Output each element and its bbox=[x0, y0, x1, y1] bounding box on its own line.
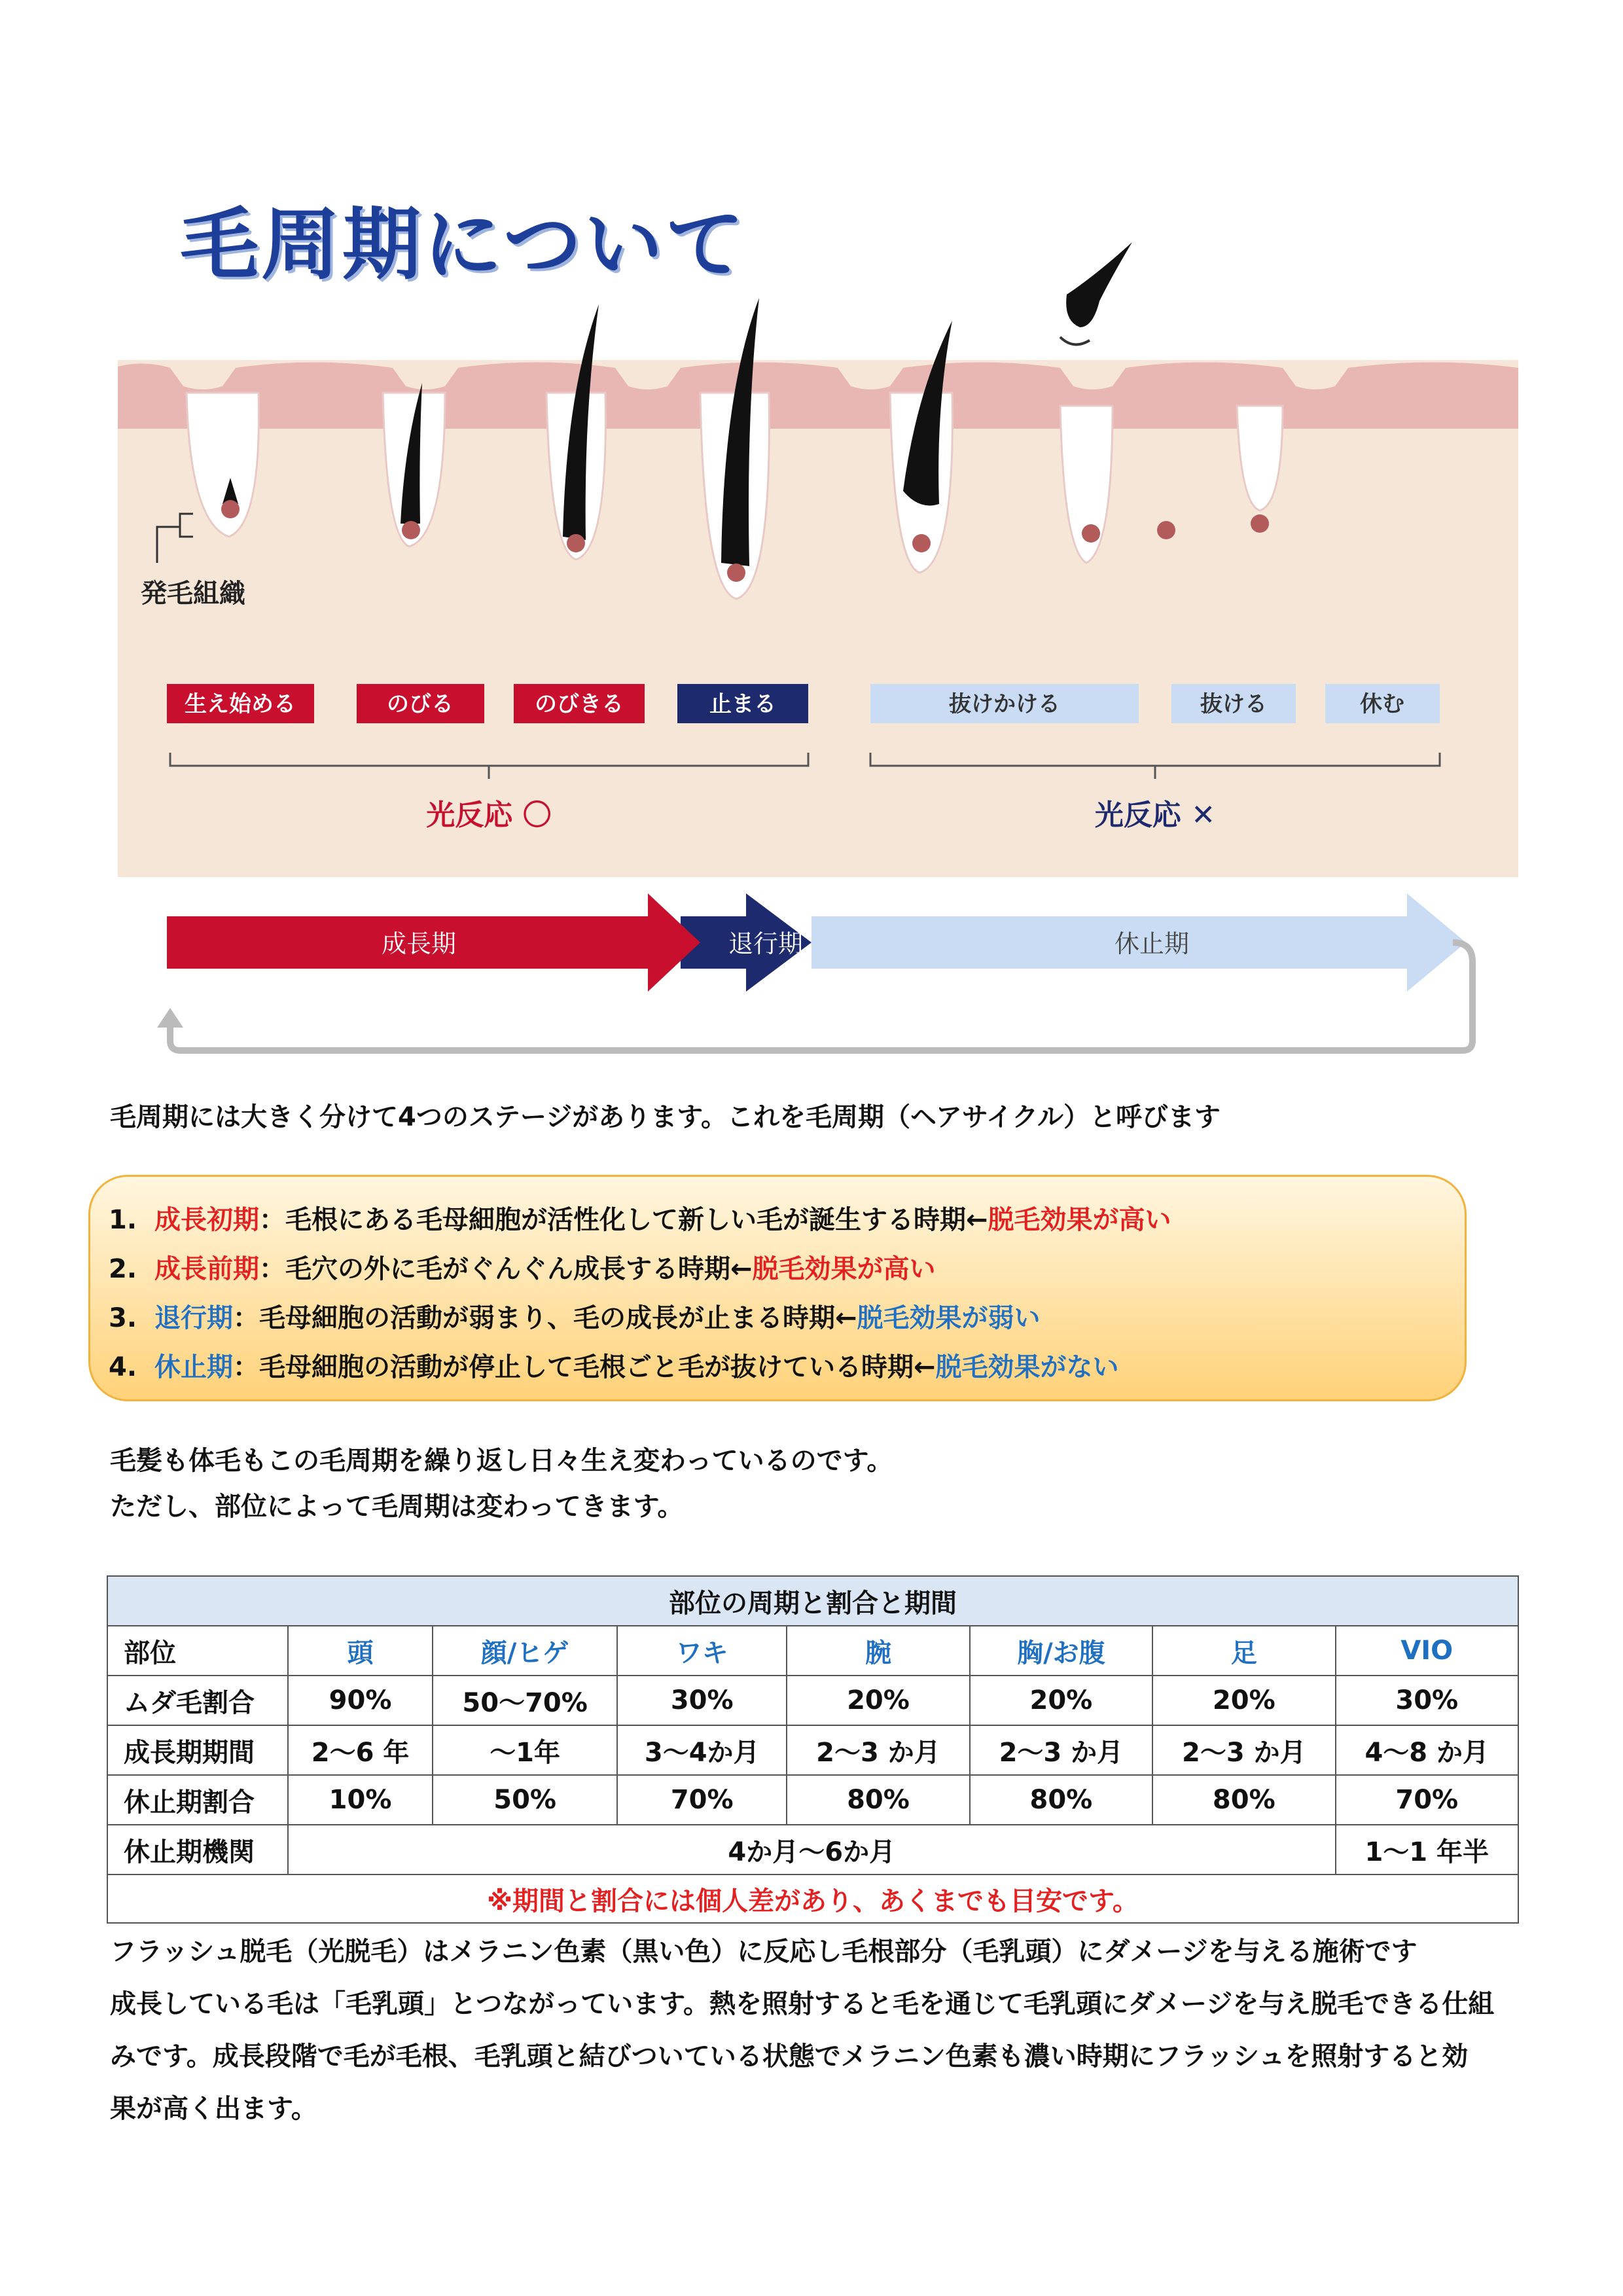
table-row bbox=[107, 1825, 1518, 1874]
papilla-7 bbox=[1157, 521, 1175, 539]
table-cell: 80% bbox=[787, 1775, 969, 1825]
table-cell: 20% bbox=[787, 1676, 969, 1725]
paragraph-body-part: ただし、部位によって毛周期は変わってきます。 bbox=[110, 1492, 684, 1522]
stage-item-2 bbox=[109, 1248, 936, 1285]
table-header-label: 部位 bbox=[107, 1626, 288, 1676]
reaction-no-label: 光反応 ✕ bbox=[1094, 798, 1216, 832]
reaction-yes-label: 光反応 〇 bbox=[426, 798, 552, 832]
page-title: 毛周期について bbox=[180, 200, 747, 291]
row-label: ムダ毛割合 bbox=[107, 1676, 288, 1725]
table-cell: 10% bbox=[288, 1775, 433, 1825]
stage-item-4 bbox=[109, 1346, 1119, 1384]
papilla-8 bbox=[1251, 514, 1269, 533]
stage-desc: ：毛穴の外に毛がぐんぐん成長する時期← bbox=[259, 1254, 753, 1284]
table-cell: 30% bbox=[1336, 1676, 1518, 1725]
table-cell: 2～3 か月 bbox=[1152, 1725, 1335, 1775]
stage-desc: ：毛根にある毛母細胞が活性化して新しい毛が誕生する時期← bbox=[259, 1205, 988, 1235]
table-row bbox=[107, 1775, 1518, 1825]
row-label: 休止期割合 bbox=[107, 1775, 288, 1825]
stage-label-4: 止まる bbox=[709, 691, 776, 717]
table-cell: 3～4か月 bbox=[617, 1725, 787, 1775]
stage-label-5: 抜けかける bbox=[949, 691, 1060, 717]
hair-tissue-label: 発毛組織 bbox=[141, 579, 245, 609]
stage-effect: 脱毛効果が高い bbox=[988, 1205, 1171, 1235]
table-cell: 2～3 か月 bbox=[787, 1725, 969, 1775]
table-title: 部位の周期と割合と期間 bbox=[107, 1576, 1518, 1626]
stage-item-3 bbox=[109, 1297, 1041, 1335]
stage-item-1 bbox=[109, 1199, 1171, 1236]
row-label: 休止期機関 bbox=[107, 1825, 288, 1874]
intro-text: 毛周期には大きく分けて4つのステージがあります。これを毛周期（ヘアサイクル）と呼びます bbox=[110, 1102, 1221, 1132]
stage-number: 1. bbox=[109, 1205, 137, 1235]
table-cell: ～1年 bbox=[433, 1725, 617, 1775]
closing-line-2: 成長している毛は「毛乳頭」とつながっています。熱を照射すると毛を通じて毛乳頭にダメージを与え脱毛できる仕組 bbox=[110, 1989, 1495, 2019]
table-header-cell: 腕 bbox=[787, 1626, 969, 1676]
papilla-5 bbox=[912, 534, 931, 552]
table-header-cell: 足 bbox=[1152, 1626, 1335, 1676]
table-cell: 2～6 年 bbox=[288, 1725, 433, 1775]
falling-mark bbox=[1060, 337, 1090, 344]
table-header-row bbox=[107, 1626, 1518, 1676]
stage-number: 2. bbox=[109, 1254, 137, 1284]
stage-effect: 脱毛効果がない bbox=[935, 1352, 1119, 1382]
hair-cycle-diagram bbox=[118, 196, 1518, 1100]
stage-label-2: のびる bbox=[387, 691, 454, 717]
stage-number: 3. bbox=[109, 1303, 137, 1333]
body-part-cycle-table bbox=[107, 1575, 1519, 1924]
table-note: ※期間と割合には個人差があり、あくまでも目安です。 bbox=[107, 1874, 1518, 1923]
stage-label-1: 生え始める bbox=[185, 691, 296, 717]
hair-6 bbox=[1066, 242, 1132, 327]
table-cell: 90% bbox=[288, 1676, 433, 1725]
table-cell: 2～3 か月 bbox=[970, 1725, 1152, 1775]
stage-label-7: 休む bbox=[1360, 691, 1404, 717]
table-cell: 20% bbox=[970, 1676, 1152, 1725]
table-cell: 50～70% bbox=[433, 1676, 617, 1725]
table-row bbox=[107, 1725, 1518, 1775]
table-header-cell: VIO bbox=[1336, 1626, 1518, 1676]
table-cell-merged: 4か月～6か月 bbox=[288, 1825, 1336, 1874]
table-cell: 20% bbox=[1152, 1676, 1335, 1725]
table-row bbox=[107, 1676, 1518, 1725]
table-cell: 80% bbox=[1152, 1775, 1335, 1825]
stage-effect: 脱毛効果が弱い bbox=[857, 1303, 1041, 1333]
stage-label-6: 抜ける bbox=[1200, 691, 1267, 717]
table-cell: 80% bbox=[970, 1775, 1152, 1825]
table-cell: 30% bbox=[617, 1676, 787, 1725]
phase-label-growth: 成長期 bbox=[381, 929, 457, 958]
stage-label-3: のびきる bbox=[535, 691, 624, 717]
stage-name: 退行期 bbox=[154, 1303, 233, 1333]
papilla-1 bbox=[221, 500, 240, 518]
stage-list-box bbox=[88, 1175, 1467, 1401]
papilla-6 bbox=[1082, 524, 1100, 543]
table-note-row bbox=[107, 1874, 1518, 1923]
table-header-cell: ワキ bbox=[617, 1626, 787, 1676]
closing-line-1: フラッシュ脱毛（光脱毛）はメラニン色素（黒い色）に反応し毛根部分（毛乳頭）にダメージを与える施術です bbox=[110, 1937, 1418, 1967]
stage-name: 成長前期 bbox=[154, 1254, 259, 1284]
table-header-cell: 胸/お腹 bbox=[970, 1626, 1152, 1676]
stage-desc: ：毛母細胞の活動が弱まり、毛の成長が止まる時期← bbox=[233, 1303, 857, 1333]
table-cell: 1～1 年半 bbox=[1336, 1825, 1518, 1874]
stage-name: 休止期 bbox=[154, 1352, 233, 1382]
table-cell: 4～8 か月 bbox=[1336, 1725, 1518, 1775]
papilla-4 bbox=[727, 564, 745, 582]
stage-number: 4. bbox=[109, 1352, 137, 1382]
table-header-cell: 顔/ヒゲ bbox=[433, 1626, 617, 1676]
phase-label-rest: 休止期 bbox=[1114, 929, 1190, 958]
stage-effect: 脱毛効果が高い bbox=[752, 1254, 936, 1284]
table-header-cell: 頭 bbox=[288, 1626, 433, 1676]
papilla-2 bbox=[402, 521, 420, 539]
row-label: 成長期期間 bbox=[107, 1725, 288, 1775]
cycle-return-arrowhead bbox=[157, 1008, 183, 1028]
phase-label-regress: 退行期 bbox=[728, 929, 804, 958]
paragraph-cycle: 毛髪も体毛もこの毛周期を繰り返し日々生え変わっているのです。 bbox=[110, 1446, 893, 1476]
papilla-3 bbox=[567, 534, 585, 552]
stage-name: 成長初期 bbox=[154, 1205, 259, 1235]
closing-line-3: みです。成長段階で毛が毛根、毛乳頭と結びついている状態でメラニン色素も濃い時期にフラッシュを照射すると効 bbox=[110, 2041, 1469, 2072]
table-cell: 50% bbox=[433, 1775, 617, 1825]
table-cell: 70% bbox=[1336, 1775, 1518, 1825]
table-title-row bbox=[107, 1576, 1518, 1626]
skin-background bbox=[118, 360, 1518, 877]
closing-line-4: 果が高く出ます。 bbox=[110, 2094, 317, 2124]
stage-desc: ：毛母細胞の活動が停止して毛根ごと毛が抜けている時期← bbox=[233, 1352, 936, 1382]
table-cell: 70% bbox=[617, 1775, 787, 1825]
